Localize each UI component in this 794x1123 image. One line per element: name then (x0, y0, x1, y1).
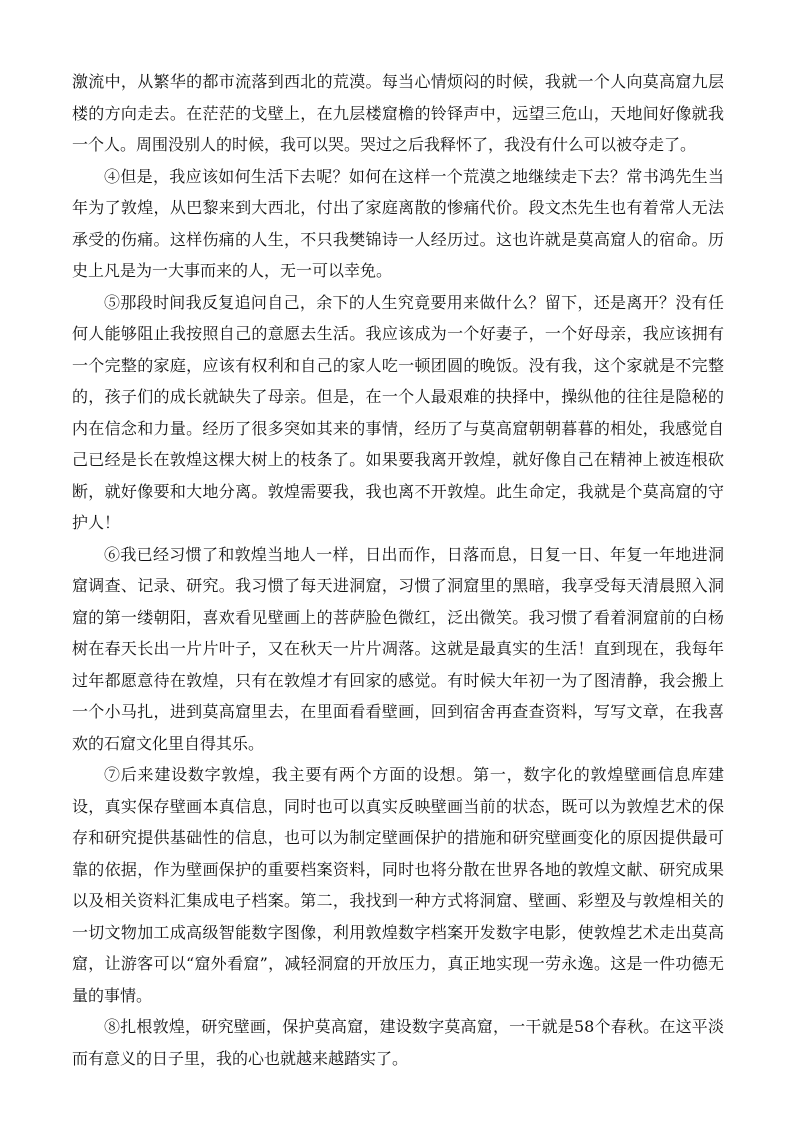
paragraph-6: ⑥我已经习惯了和敦煌当地人一样，日出而作，日落而息，日复一日、年复一年地进洞窟调查、记录、研究。我习惯了每天进洞窟，习惯了洞窟里的黑暗，我享受每天清晨照入洞窟的第一缕朝阳，喜欢看见壁画上的菩萨脸色微红，泛出微笑。我习惯了看着洞窟前的白杨树在春天长出一片片叶子，又在秋天一片片凋落。这就是最真实的生活！直到现在，我每年过年都愿意待在敦煌，只有在敦煌才有回家的感觉。有时候大年初一为了图清静，我会搬上一个小马扎，进到莫高窟里去，在里面看看壁画，回到宿舍再查查资料，写写文章，在我喜欢的石窟文化里自得其乐。 (72, 544, 724, 753)
paragraph-8: ⑧扎根敦煌，研究壁画，保护莫高窟，建设数字莫高窟，一干就是58个春秋。在这平淡而有意义的日子里，我的心也就越来越踏实了。 (72, 1017, 724, 1068)
paragraph-continued: 激流中，从繁华的都市流落到西北的荒漠。每当心情烦闷的时候，我就一个人向莫高窟九层楼的方向走去。在茫茫的戈壁上，在九层楼窟檐的铃铎声中，远望三危山，天地间好像就我一个人。周围没别人的时候，我可以哭。哭过之后我释怀了，我没有什么可以被夺走了。 (72, 72, 724, 154)
paragraph-5: ⑤那段时间我反复追问自己，余下的人生究竟要用来做什么？留下，还是离开？没有任何人能够阻止我按照自己的意愿去生活。我应该成为一个好妻子，一个好母亲，我应该拥有一个完整的家庭，应该有权利和自己的家人吃一顿团圆的晚饭。没有我，这个家就是不完整的，孩子们的成长就缺失了母亲。但是，在一个人最艰难的抉择中，操纵他的往往是隐秘的内在信念和力量。经历了很多突如其来的事情，经历了与莫高窟朝朝暮暮的相处，我感觉自己已经是长在敦煌这棵大树上的枝条了。如果要我离开敦煌，就好像自己在精神上被连根砍断，就好像要和大地分离。敦煌需要我，我也离不开敦煌。此生命定，我就是个莫高窟的守护人！ (72, 292, 724, 532)
document-body (72, 66, 724, 1074)
paragraph-7: ⑦后来建设数字敦煌，我主要有两个方面的设想。第一，数字化的敦煌壁画信息库建设，真实保存壁画本真信息，同时也可以真实反映壁画当前的状态，既可以为敦煌艺术的保存和研究提供基础性的信息，也可以为制定壁画保护的措施和研究壁画变化的原因提供最可靠的依据，作为壁画保护的重要档案资料，同时也将分散在世界各地的敦煌文献、研究成果以及相关资料汇集成电子档案。第二，我找到一种方式将洞窟、壁画、彩塑及与敦煌相关的一切文物加工成高级智能数字图像，利用敦煌数字档案开发数字电影，使敦煌艺术走出莫高窟，让游客可以“窟外看窟”，减轻洞窟的开放压力，真正地实现一劳永逸。这是一件功德无量的事情。 (72, 765, 724, 1005)
paragraph-4: ④但是，我应该如何生活下去呢？如何在这样一个荒漠之地继续走下去？常书鸿先生当年为了敦煌，从巴黎来到大西北，付出了家庭离散的惨痛代价。段文杰先生也有着常人无法承受的伤痛。这样伤痛的人生，不只我樊锦诗一人经历过。这也许就是莫高窟人的宿命。历史上凡是为一大事而来的人，无一可以幸免。 (72, 166, 724, 280)
